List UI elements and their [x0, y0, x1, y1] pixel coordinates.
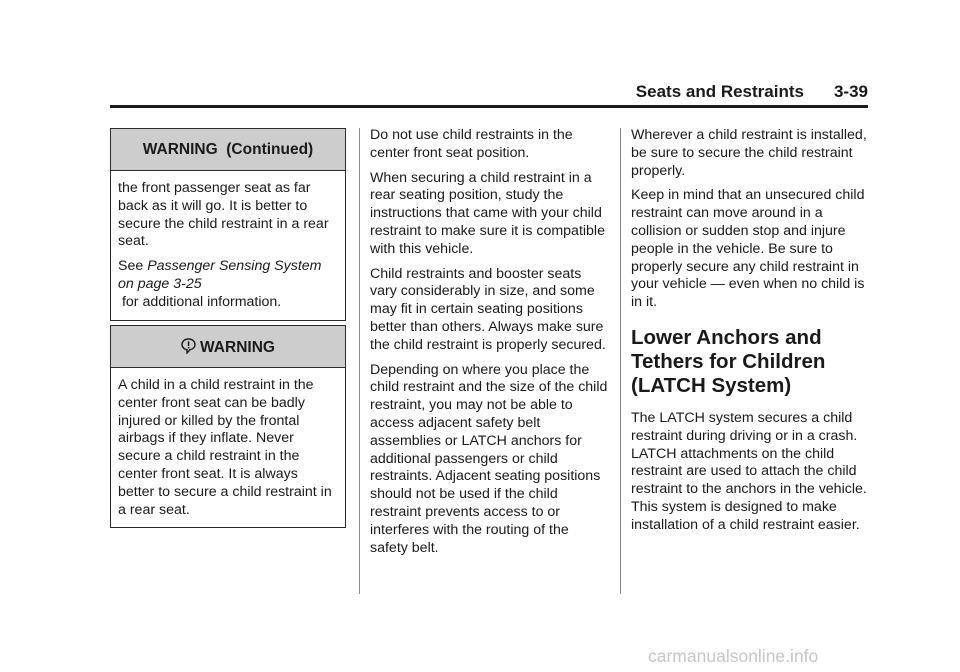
warning-continued-paragraph: the front passenger seat as far back as it will go. It is better to secure the child restraint in a rear seat. — [118, 180, 329, 250]
cross-reference — [118, 258, 337, 311]
page-number: 3-39 — [833, 82, 868, 101]
body-paragraph: Do not use child restraints in the center front seat position. — [370, 127, 573, 161]
section-heading: Lower Anchors and Tethers for Children (LATCH System) — [631, 325, 826, 397]
see-prefix: See — [118, 258, 148, 275]
warning-continued-body — [111, 171, 345, 320]
warning-body — [111, 368, 345, 527]
warning-paragraph: A child in a child restraint in the center front seat can be badly injured or killed by the frontal airbags if they inflate. Never secure a child restraint in the center front seat. It is always better to secure a child restraint in a rear seat. — [118, 377, 332, 518]
warning-continued-heading: WARNING (Continued) — [111, 129, 345, 171]
column-three — [631, 127, 871, 542]
see-suffix: for additional information. — [118, 293, 282, 310]
watermark: carmanualsonline.info — [648, 646, 819, 666]
section-title-header: Seats and Restraints — [635, 82, 804, 101]
body-paragraph: The LATCH system secures a child restraint during driving or in a crash. LATCH attachments on the child restraint are used to attach the child restraint to the anchors in the vehicle. This system is designed to make installation of a child restraint easier. — [631, 409, 867, 533]
warning-bubble-icon — [181, 337, 196, 356]
warning-continued-box — [110, 128, 346, 321]
page-header — [110, 82, 868, 106]
column-divider — [620, 128, 621, 594]
body-paragraph: Depending on where you place the child restraint and the size of the child restraint, you may not be able to access adjacent safety belt assemblies or LATCH anchors for additional passengers or child restraints. Adjacent seating positions should not be used if the child restraint prevents access to or interferes with the routing of the safety belt. — [370, 361, 608, 556]
cross-reference-link[interactable]: Passenger Sensing System on page 3-25 — [118, 258, 322, 292]
body-paragraph: When securing a child restraint in a rear seating position, study the instructions that came with your child restraint to make sure it is compatible with this vehicle. — [370, 169, 605, 257]
body-paragraph: Child restraints and booster seats vary considerably in size, and some may fit in certain seating positions better than others. Always make sure the child restraint is properly secured. — [370, 265, 606, 353]
column-two — [370, 127, 608, 564]
column-divider — [359, 128, 360, 594]
warning-box — [110, 325, 346, 528]
body-paragraph: Keep in mind that an unsecured child restraint can move around in a collision or sudden stop and injure people in the vehicle. Be sure to properly secure any child restraint in your vehicle — even when no child is in it. — [631, 187, 865, 311]
body-paragraph: Wherever a child restraint is installed, be sure to secure the child restraint properly. — [631, 127, 867, 179]
warning-heading — [111, 326, 345, 368]
header-rule — [110, 105, 868, 108]
warning-heading-text: WARNING — [200, 339, 275, 356]
